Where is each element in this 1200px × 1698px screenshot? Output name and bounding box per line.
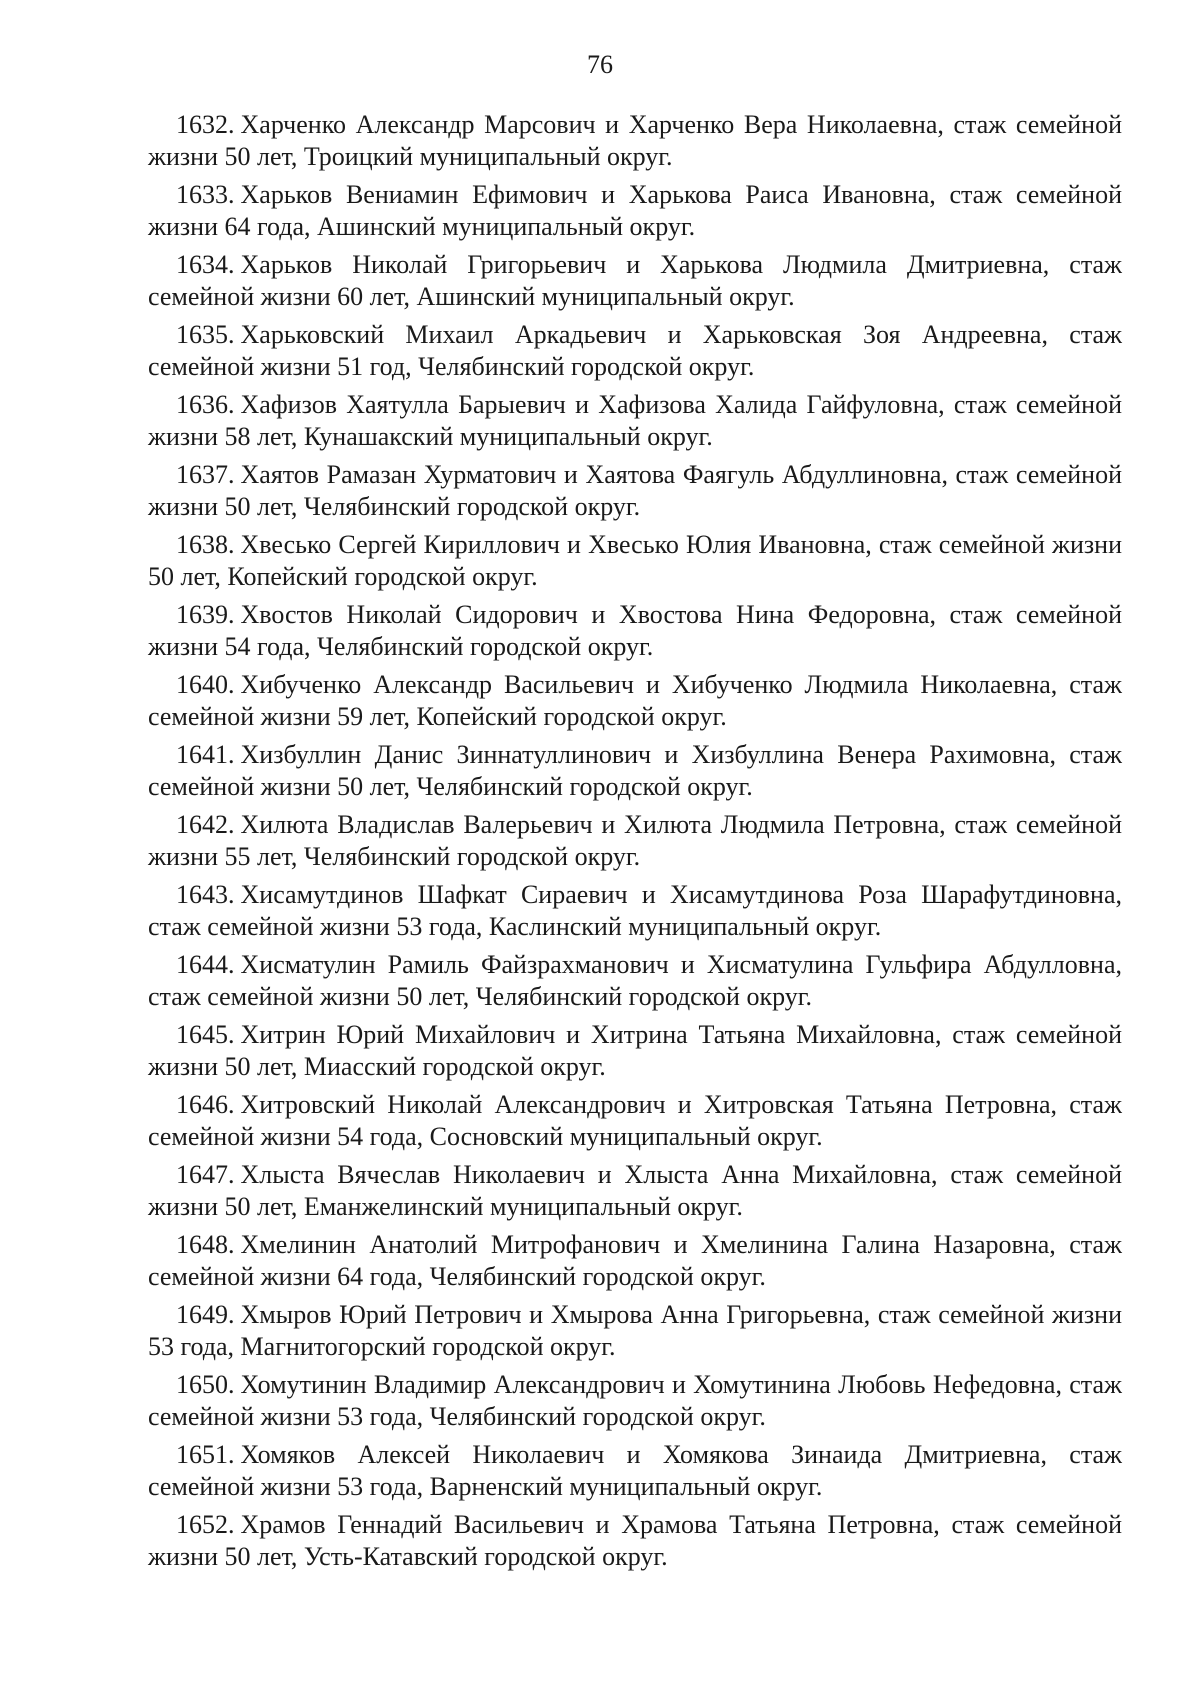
list-item: [148, 1019, 1122, 1083]
entry-text: Хомяков Алексей Николаевич и Хомякова Зинаида Дмитриевна, стаж семейной жизни 53 года, Варненский муниципальный округ.: [148, 1440, 1122, 1501]
list-item: [148, 249, 1122, 313]
entry-number: 1652.: [176, 1510, 235, 1539]
entry-text: Хлыста Вячеслав Николаевич и Хлыста Анна Михайловна, стаж семейной жизни 50 лет, Еманжелинский муниципальный округ.: [148, 1160, 1122, 1221]
entry-number: 1648.: [176, 1230, 235, 1259]
entry-number: 1644.: [176, 950, 235, 979]
entry-number: 1646.: [176, 1090, 235, 1119]
entry-number: 1635.: [176, 320, 235, 349]
entry-text: Хисматулин Рамиль Файзрахманович и Хисматулина Гульфира Абдулловна, стаж семейной жизни 50 лет, Челябинский городской округ.: [148, 950, 1122, 1011]
entry-text: Хаятов Рамазан Хурматович и Хаятова Фаягуль Абдуллиновна, стаж семейной жизни 50 лет, Челябинский городской округ.: [148, 460, 1122, 521]
list-item: [148, 1369, 1122, 1433]
entry-text: Харьков Николай Григорьевич и Харькова Людмила Дмитриевна, стаж семейной жизни 60 лет, Ашинский муниципальный округ.: [148, 250, 1122, 311]
entry-number: 1636.: [176, 390, 235, 419]
entry-number: 1642.: [176, 810, 235, 839]
entry-text: Хмелинин Анатолий Митрофанович и Хмелинина Галина Назаровна, стаж семейной жизни 64 года, Челябинский городской округ.: [148, 1230, 1122, 1291]
entry-number: 1649.: [176, 1300, 235, 1329]
entry-text: Хвостов Николай Сидорович и Хвостова Нина Федоровна, стаж семейной жизни 54 года, Челябинский городской округ.: [148, 600, 1122, 661]
entry-number: 1639.: [176, 600, 235, 629]
entry-number: 1641.: [176, 740, 235, 769]
entry-number: 1640.: [176, 670, 235, 699]
entry-number: 1650.: [176, 1370, 235, 1399]
list-item: [148, 529, 1122, 593]
entry-text: Хомутинин Владимир Александрович и Хомутинина Любовь Нефедовна, стаж семейной жизни 53 года, Челябинский городской округ.: [148, 1370, 1122, 1431]
entry-text: Хитровский Николай Александрович и Хитровская Татьяна Петровна, стаж семейной жизни 54 года, Сосновский муниципальный округ.: [148, 1090, 1122, 1151]
list-item: [148, 1299, 1122, 1363]
page-number: 76: [587, 50, 613, 79]
list-item: [148, 1439, 1122, 1503]
entry-number: 1637.: [176, 460, 235, 489]
entry-text: Хизбуллин Данис Зиннатуллинович и Хизбуллина Венера Рахимовна, стаж семейной жизни 50 лет, Челябинский городской округ.: [148, 740, 1122, 801]
entry-text: Храмов Геннадий Васильевич и Храмова Татьяна Петровна, стаж семейной жизни 50 лет, Усть-Катавский городской округ.: [148, 1510, 1122, 1571]
list-item: [148, 179, 1122, 243]
list-item: [148, 949, 1122, 1013]
entry-text: Хафизов Хаятулла Барыевич и Хафизова Халида Гайфуловна, стаж семейной жизни 58 лет, Кунашакский муниципальный округ.: [148, 390, 1122, 451]
list-item: [148, 459, 1122, 523]
list-item: [148, 389, 1122, 453]
list-item: [148, 739, 1122, 803]
entry-number: 1632.: [176, 110, 235, 139]
entry-text: Хмыров Юрий Петрович и Хмырова Анна Григорьевна, стаж семейной жизни 53 года, Магнитогорский городской округ.: [148, 1300, 1122, 1361]
list-item: [148, 599, 1122, 663]
entry-text: Хвесько Сергей Кириллович и Хвесько Юлия Ивановна, стаж семейной жизни 50 лет, Копейский городской округ.: [148, 530, 1122, 591]
list-item: [148, 1509, 1122, 1573]
list-item: [148, 879, 1122, 943]
list-item: [148, 809, 1122, 873]
entry-number: 1647.: [176, 1160, 235, 1189]
entry-text: Харьковский Михаил Аркадьевич и Харьковская Зоя Андреевна, стаж семейной жизни 51 год, Челябинский городской округ.: [148, 320, 1122, 381]
entry-text: Хибученко Александр Васильевич и Хибученко Людмила Николаевна, стаж семейной жизни 59 лет, Копейский городской округ.: [148, 670, 1122, 731]
entry-number: 1651.: [176, 1440, 235, 1469]
list-item: [148, 109, 1122, 173]
entry-number: 1643.: [176, 880, 235, 909]
list-item: [148, 1159, 1122, 1223]
entry-number: 1633.: [176, 180, 235, 209]
list-item: [148, 669, 1122, 733]
list-item: [148, 319, 1122, 383]
entry-text: Харченко Александр Марсович и Харченко Вера Николаевна, стаж семейной жизни 50 лет, Троицкий муниципальный округ.: [148, 110, 1122, 171]
entry-text: Хилюта Владислав Валерьевич и Хилюта Людмила Петровна, стаж семейной жизни 55 лет, Челябинский городской округ.: [148, 810, 1122, 871]
entry-number: 1645.: [176, 1020, 235, 1049]
entry-text: Хитрин Юрий Михайлович и Хитрина Татьяна Михайловна, стаж семейной жизни 50 лет, Миасский городской округ.: [148, 1020, 1122, 1081]
list-item: [148, 1229, 1122, 1293]
entry-text: Хисамутдинов Шафкат Сираевич и Хисамутдинова Роза Шарафутдиновна, стаж семейной жизни 53 года, Каслинский муниципальный округ.: [148, 880, 1122, 941]
entry-number: 1638.: [176, 530, 235, 559]
entry-text: Харьков Вениамин Ефимович и Харькова Раиса Ивановна, стаж семейной жизни 64 года, Ашинский муниципальный округ.: [148, 180, 1122, 241]
list-item: [148, 1089, 1122, 1153]
entry-list: [148, 109, 1122, 1579]
entry-number: 1634.: [176, 250, 235, 279]
